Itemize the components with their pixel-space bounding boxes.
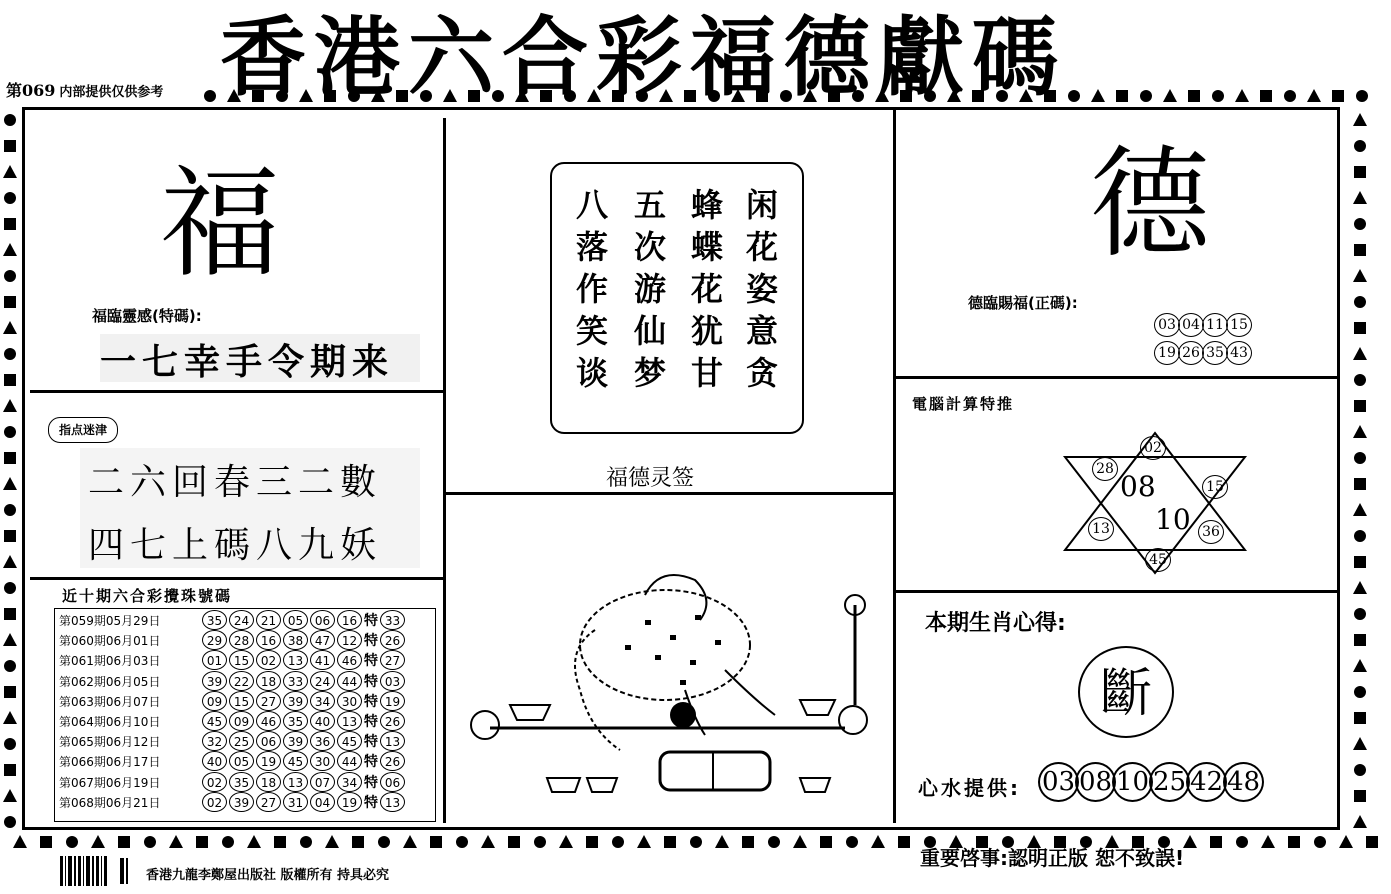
history-period: 第067期06月19日: [59, 775, 161, 790]
history-number: 13: [283, 772, 308, 792]
computer-label: 電腦計算特推: [912, 395, 1015, 413]
history-number: 30: [310, 751, 335, 771]
history-number: 15: [229, 650, 254, 670]
history-row: [59, 772, 435, 792]
history-number: 19: [337, 792, 362, 812]
xinshui-numbers: [1040, 762, 1262, 802]
history-number: 07: [310, 772, 335, 792]
history-number: 12: [337, 630, 362, 650]
history-special-number: 03: [380, 671, 405, 691]
star-number: 45: [1145, 548, 1171, 572]
xinshui-label: 心水提供:: [918, 776, 1021, 800]
history-row: [59, 792, 435, 812]
history-number: 45: [202, 711, 227, 731]
de-number: 43: [1226, 341, 1252, 365]
divider-computer: [896, 590, 1338, 593]
divider-left: [443, 118, 446, 823]
history-number: 39: [283, 731, 308, 751]
history-number: 15: [229, 691, 254, 711]
de-number: 15: [1226, 313, 1252, 337]
history-period: 第066期06月17日: [59, 755, 161, 770]
star-point-right-top: [1203, 475, 1227, 499]
history-period: 第065期06月12日: [59, 735, 161, 750]
xinshui-number: 48: [1223, 762, 1264, 802]
de-number: 03: [1154, 313, 1180, 337]
special-label: 特: [364, 693, 378, 710]
history-number: 46: [256, 711, 281, 731]
history-number: 24: [229, 610, 254, 630]
poem-column-4: 八落作笑谈: [575, 186, 608, 392]
history-number: 22: [229, 671, 254, 691]
special-label: 特: [364, 794, 378, 811]
history-period: 第060期06月01日: [59, 634, 161, 649]
history-number: 32: [202, 731, 227, 751]
history-number: 01: [202, 650, 227, 670]
barcode-icon: [60, 856, 140, 886]
history-number: 35: [202, 610, 227, 630]
history-table: [54, 608, 436, 822]
history-number: 25: [229, 731, 254, 751]
de-number: 11: [1202, 313, 1228, 337]
history-number: 34: [337, 772, 362, 792]
star-point-top: [1141, 436, 1165, 460]
history-period: 第068期06月21日: [59, 795, 161, 810]
divider-hint: [30, 577, 443, 580]
de-label: 德臨賜福(正碼):: [968, 294, 1078, 312]
history-number: 06: [256, 731, 281, 751]
history-number: 34: [310, 691, 335, 711]
history-period: 第064期06月10日: [59, 714, 161, 729]
history-number: 02: [256, 650, 281, 670]
xinshui-number: 08: [1075, 762, 1116, 802]
poem-column-1: 闲花姿意贪: [745, 186, 778, 392]
page-title: 香港六合彩福德獻碼: [220, 8, 1066, 108]
history-number: 27: [256, 691, 281, 711]
divider-right: [893, 110, 896, 823]
history-number: 09: [229, 711, 254, 731]
fu-label: 福臨靈感(特碼):: [92, 307, 202, 325]
hint-box: [80, 448, 420, 568]
poem-column-3: 五次游仙梦: [633, 186, 666, 392]
history-number: 09: [202, 691, 227, 711]
history-row: [59, 731, 435, 751]
history-period: 第063期06月07日: [59, 694, 161, 709]
history-number: 30: [337, 691, 362, 711]
history-special-number: 13: [380, 792, 405, 812]
history-number: 40: [310, 711, 335, 731]
special-label: 特: [364, 673, 378, 690]
history-period: 第062期06月05日: [59, 674, 161, 689]
hint-tag: 指点迷津: [48, 417, 118, 443]
history-number: 46: [337, 650, 362, 670]
poem-scroll: [550, 162, 804, 434]
de-number: 26: [1178, 341, 1204, 365]
history-number: 40: [202, 751, 227, 771]
de-numbers-row-1: [1155, 313, 1251, 337]
special-label: 特: [364, 613, 378, 629]
history-number: 16: [337, 610, 362, 630]
history-special-number: 26: [380, 751, 405, 771]
history-number: 13: [337, 711, 362, 731]
de-big-char: 德: [1090, 135, 1210, 274]
star-number: 13: [1088, 517, 1114, 541]
issue-note: 内部提供仅供参考: [59, 85, 164, 100]
history-number: 35: [229, 772, 254, 792]
history-special-number: 06: [380, 772, 405, 792]
hint-line-1: 二六回春三二數: [88, 462, 383, 503]
history-row: [59, 691, 435, 711]
pig-illustration: [455, 560, 885, 800]
star-number: 02: [1140, 436, 1166, 460]
history-number: 27: [256, 792, 281, 812]
history-special-number: 19: [380, 691, 405, 711]
history-row: [59, 671, 435, 691]
history-number: 02: [202, 792, 227, 812]
history-row: [59, 650, 435, 670]
history-title: 近十期六合彩攪珠號碼: [62, 587, 233, 605]
history-number: 18: [256, 671, 281, 691]
star-number: 15: [1202, 475, 1228, 499]
history-number: 05: [229, 751, 254, 771]
fu-big-char: 福: [160, 155, 280, 294]
special-label: 特: [364, 774, 378, 791]
zodiac-label: 本期生肖心得:: [925, 611, 1066, 636]
history-number: 39: [229, 792, 254, 812]
history-special-number: 27: [380, 650, 405, 670]
history-special-number: 26: [380, 711, 405, 731]
xinshui-number: 10: [1112, 762, 1153, 802]
history-row: [59, 610, 435, 630]
history-number: 45: [337, 731, 362, 751]
special-label: 特: [364, 653, 378, 670]
star-point-left-top: [1093, 457, 1117, 481]
history-number: 35: [283, 711, 308, 731]
special-label: 特: [364, 734, 378, 751]
divider-poem: [446, 492, 893, 495]
poem-caption: 福德灵签: [606, 466, 695, 491]
notice-footer: 重要啓事:認明正版 恕不致誤!: [920, 846, 1185, 870]
history-number: 24: [310, 671, 335, 691]
history-number: 44: [337, 671, 362, 691]
de-number: 35: [1202, 341, 1228, 365]
star-number: 36: [1198, 520, 1224, 544]
history-number: 02: [202, 772, 227, 792]
issue-number: [6, 78, 163, 101]
divider-fu: [30, 390, 443, 393]
history-number: 04: [310, 792, 335, 812]
history-number: 44: [337, 751, 362, 771]
star-center-1: 08: [1120, 470, 1156, 503]
xinshui-number: 25: [1149, 762, 1190, 802]
special-label: 特: [364, 713, 378, 730]
history-row: [59, 711, 435, 731]
star-point-right-bottom: [1199, 520, 1223, 544]
star-point-left-bottom: [1089, 517, 1113, 541]
history-number: 33: [283, 671, 308, 691]
history-special-number: 13: [380, 731, 405, 751]
de-number: 04: [1178, 313, 1204, 337]
history-number: 06: [310, 610, 335, 630]
history-number: 31: [283, 792, 308, 812]
history-row: [59, 751, 435, 771]
hint-line-2: 四七上碼八九妖: [88, 525, 383, 566]
history-number: 45: [283, 751, 308, 771]
history-number: 18: [256, 772, 281, 792]
history-special-number: 26: [380, 630, 405, 650]
de-numbers-row-2: [1155, 341, 1251, 365]
history-period: 第061期06月03日: [59, 654, 161, 669]
history-number: 39: [202, 671, 227, 691]
history-number: 16: [256, 630, 281, 650]
history-number: 13: [283, 650, 308, 670]
history-number: 39: [283, 691, 308, 711]
history-number: 47: [310, 630, 335, 650]
zodiac-circle: 斷: [1078, 646, 1174, 738]
fu-phrase: 一七幸手令期来: [100, 334, 420, 382]
history-number: 19: [256, 751, 281, 771]
divider-de: [896, 376, 1338, 379]
history-special-number: 33: [380, 610, 405, 630]
history-number: 36: [310, 731, 335, 751]
history-number: 28: [229, 630, 254, 650]
star-point-bottom: [1146, 548, 1170, 572]
history-number: 41: [310, 650, 335, 670]
xinshui-number: 03: [1038, 762, 1079, 802]
de-number: 19: [1154, 341, 1180, 365]
history-period: 第059期05月29日: [59, 614, 161, 628]
publisher-footer: 香港九龍李鄭屋出版社 版權所有 持具必究: [146, 868, 390, 883]
special-label: 特: [364, 754, 378, 771]
poem-column-2: 蜂蝶花犹甘: [690, 186, 723, 392]
star-center-2: 10: [1155, 503, 1191, 536]
star-number: 28: [1092, 457, 1118, 481]
history-number: 05: [283, 610, 308, 630]
history-number: 38: [283, 630, 308, 650]
history-number: 29: [202, 630, 227, 650]
history-number: 21: [256, 610, 281, 630]
xinshui-number: 42: [1186, 762, 1227, 802]
history-row: [59, 630, 435, 650]
special-label: 特: [364, 633, 378, 650]
issue-label: 第069: [6, 81, 56, 100]
